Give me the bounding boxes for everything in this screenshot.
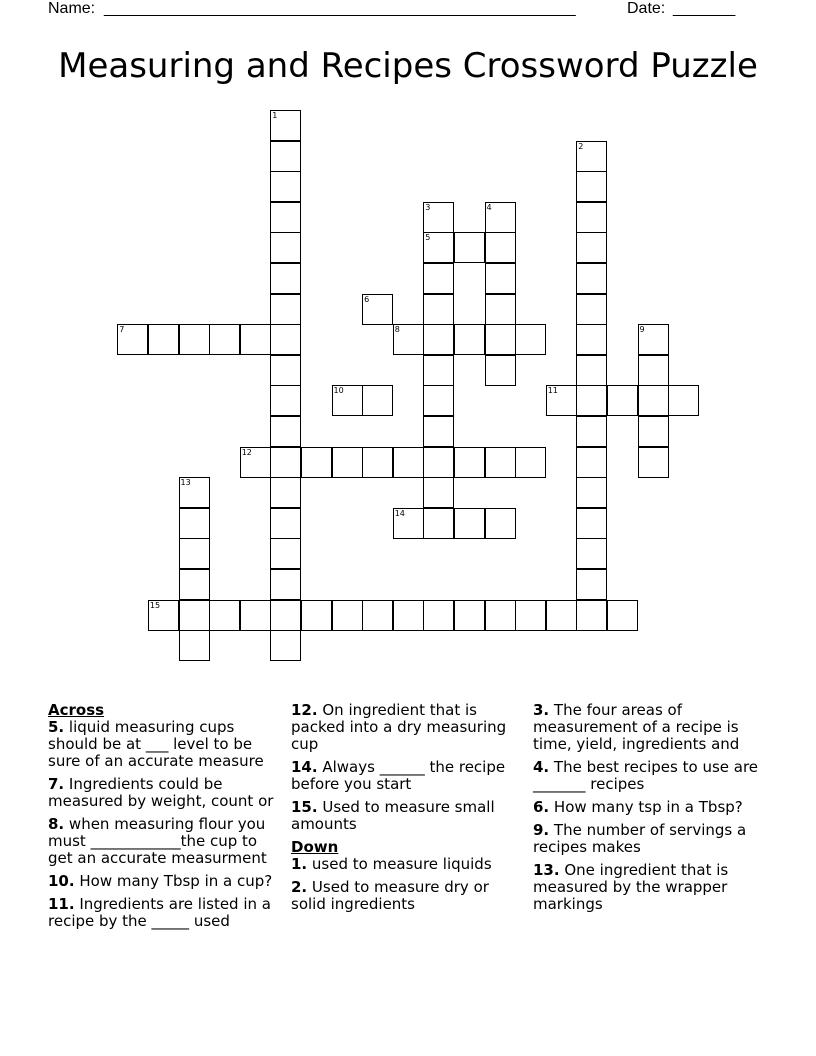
clue-num: 12.: [291, 701, 318, 719]
clue-num: 2.: [291, 878, 308, 896]
grid-cell[interactable]: [423, 232, 454, 263]
clue-text: Ingredients are listed in a recipe by the _____ used: [48, 895, 271, 930]
grid-cell[interactable]: [270, 416, 301, 447]
clue-number: 8: [394, 325, 400, 335]
clue-num: 14.: [291, 758, 318, 776]
grid-cell[interactable]: [240, 447, 271, 478]
clue-num: 5.: [48, 718, 65, 736]
grid-cell[interactable]: [362, 294, 393, 325]
grid-cell[interactable]: [270, 324, 301, 355]
grid-cell[interactable]: [270, 202, 301, 233]
clue-number: 6: [364, 294, 370, 304]
clue-num: 9.: [533, 821, 550, 839]
grid-cell[interactable]: [515, 324, 546, 355]
clue-item: [291, 879, 516, 913]
clue-column-2: [291, 702, 516, 919]
grid-cell[interactable]: [270, 477, 301, 508]
grid-cell[interactable]: [270, 447, 301, 478]
grid-cell[interactable]: [148, 324, 179, 355]
clue-text: The four areas of measurement of a recipe is time, yield, ingredients and: [533, 701, 740, 753]
grid-cell[interactable]: [393, 447, 424, 478]
clue-number: 2: [578, 141, 584, 151]
grid-cell[interactable]: [454, 232, 485, 263]
grid-cell[interactable]: [423, 294, 454, 325]
grid-cell[interactable]: [576, 385, 607, 416]
grid-cell[interactable]: [454, 508, 485, 539]
clue-text: How many tsp in a Tbsp?: [553, 798, 743, 816]
clue-number: 1: [272, 111, 278, 120]
clue-number: 14: [394, 508, 405, 518]
grid-cell[interactable]: [362, 447, 393, 478]
grid-cell[interactable]: [576, 141, 607, 172]
grid-cell[interactable]: [301, 447, 332, 478]
clue-num: 3.: [533, 701, 550, 719]
clue-number: 12: [241, 447, 252, 457]
grid-cell[interactable]: [332, 385, 363, 416]
grid-cell[interactable]: [423, 385, 454, 416]
grid-cell[interactable]: [270, 385, 301, 416]
clue-item: [48, 816, 280, 867]
grid-cell[interactable]: [270, 141, 301, 172]
clue-number: 4: [486, 202, 492, 212]
grid-cell[interactable]: [576, 232, 607, 263]
grid-cell[interactable]: [576, 477, 607, 508]
clue-text: The number of servings a recipes makes: [533, 821, 747, 856]
grid-cell[interactable]: [393, 600, 424, 631]
grid-cell[interactable]: [576, 171, 607, 202]
grid-cell[interactable]: [332, 447, 363, 478]
grid-cell[interactable]: [576, 508, 607, 539]
grid-cell[interactable]: [638, 385, 669, 416]
clue-text: Used to measure dry or solid ingredients: [291, 878, 489, 913]
grid-cell[interactable]: [423, 477, 454, 508]
grid-cell[interactable]: [546, 385, 577, 416]
clue-num: 4.: [533, 758, 550, 776]
grid-cell[interactable]: [270, 294, 301, 325]
clue-item: [533, 759, 763, 793]
clue-item: [48, 776, 280, 810]
grid-cell[interactable]: [638, 416, 669, 447]
clue-text: How many Tbsp in a cup?: [79, 872, 273, 890]
grid-cell[interactable]: [423, 263, 454, 294]
grid-cell[interactable]: [576, 263, 607, 294]
grid-cell[interactable]: [515, 447, 546, 478]
grid-cell[interactable]: [423, 508, 454, 539]
name-label: Name:: [48, 0, 96, 17]
grid-cell[interactable]: [270, 263, 301, 294]
grid-cell[interactable]: [179, 569, 210, 600]
clue-item: [48, 873, 280, 890]
grid-cell[interactable]: [117, 324, 148, 355]
grid-cell[interactable]: [393, 324, 424, 355]
grid-cell[interactable]: [485, 508, 516, 539]
grid-cell[interactable]: [485, 324, 516, 355]
grid-cell[interactable]: [576, 600, 607, 631]
clue-item: [48, 896, 280, 930]
clue-text: The best recipes to use are _______ recipes: [533, 758, 759, 793]
grid-cell[interactable]: [668, 385, 699, 416]
grid-cell[interactable]: [485, 202, 516, 233]
grid-cell[interactable]: [576, 202, 607, 233]
grid-cell[interactable]: [301, 600, 332, 631]
clue-num: 6.: [533, 798, 550, 816]
clue-item: [533, 822, 763, 856]
grid-cell[interactable]: [454, 324, 485, 355]
grid-cell[interactable]: [485, 263, 516, 294]
grid-cell[interactable]: [576, 538, 607, 569]
clue-num: 10.: [48, 872, 75, 890]
clue-text: Always ______ the recipe before you start: [291, 758, 506, 793]
grid-cell[interactable]: [270, 232, 301, 263]
grid-cell[interactable]: [607, 385, 638, 416]
clue-num: 13.: [533, 861, 560, 879]
clue-num: 1.: [291, 855, 308, 873]
grid-cell[interactable]: [270, 569, 301, 600]
clue-item: [48, 719, 280, 770]
clue-num: 11.: [48, 895, 75, 913]
grid-cell[interactable]: [485, 232, 516, 263]
grid-cell[interactable]: [485, 600, 516, 631]
grid-cell[interactable]: [332, 600, 363, 631]
clue-item: [291, 856, 516, 873]
grid-cell[interactable]: [423, 355, 454, 386]
grid-cell[interactable]: [638, 324, 669, 355]
grid-cell[interactable]: [454, 600, 485, 631]
grid-cell[interactable]: [270, 508, 301, 539]
clue-number: 3: [425, 202, 431, 212]
grid-cell[interactable]: [576, 355, 607, 386]
grid-cell[interactable]: [148, 600, 179, 631]
grid-cell[interactable]: [393, 508, 424, 539]
clue-num: 8.: [48, 815, 65, 833]
grid-cell[interactable]: [209, 600, 240, 631]
grid-cell[interactable]: [362, 385, 393, 416]
clue-item: [291, 799, 516, 833]
clue-number: 15: [149, 600, 161, 610]
grid-cell[interactable]: [576, 569, 607, 600]
clue-item: [533, 799, 763, 816]
grid-cell[interactable]: [576, 447, 607, 478]
grid-cell[interactable]: [270, 355, 301, 386]
clue-number: 13: [180, 478, 191, 488]
grid-cell[interactable]: [179, 508, 210, 539]
date-blank[interactable]: _______: [673, 0, 736, 17]
grid-cell[interactable]: [270, 630, 301, 661]
grid-cell[interactable]: [638, 447, 669, 478]
grid-cell[interactable]: [485, 447, 516, 478]
clue-text: Used to measure small amounts: [291, 798, 495, 833]
clue-text: Ingredients could be measured by weight, count or: [48, 775, 274, 810]
grid-cell[interactable]: [423, 416, 454, 447]
clue-text: when measuring flour you must ____________the cup to get an accurate measurment: [48, 815, 267, 867]
clue-column-3: [533, 702, 763, 919]
grid-cell[interactable]: [179, 600, 210, 631]
clue-text: On ingredient that is packed into a dry measuring cup: [291, 701, 507, 753]
clue-number: 10: [333, 386, 344, 396]
clue-number: 5: [425, 233, 431, 243]
clue-item: [533, 702, 763, 753]
grid-cell[interactable]: [270, 600, 301, 631]
grid-cell[interactable]: [546, 600, 577, 631]
grid-cell[interactable]: [179, 477, 210, 508]
clue-heading-across: Across: [48, 701, 105, 719]
grid-cell[interactable]: [423, 600, 454, 631]
clue-number: 7: [119, 325, 125, 335]
clue-text: One ingredient that is measured by the wrapper markings: [533, 861, 729, 913]
grid-cell[interactable]: [209, 324, 240, 355]
page-title: Measuring and Recipes Crossword Puzzle: [58, 46, 758, 86]
clue-number: 11: [547, 386, 558, 396]
name-blank[interactable]: _____________________________________________________: [104, 0, 576, 17]
grid-cell[interactable]: [179, 538, 210, 569]
grid-cell[interactable]: [485, 355, 516, 386]
clue-item: [533, 862, 763, 913]
grid-cell[interactable]: [270, 538, 301, 569]
grid-cell[interactable]: [179, 324, 210, 355]
grid-cell[interactable]: [576, 416, 607, 447]
grid-cell[interactable]: [423, 324, 454, 355]
grid-cell[interactable]: [576, 324, 607, 355]
grid-cell[interactable]: [576, 294, 607, 325]
clue-heading-down: Down: [291, 838, 339, 856]
clue-item: [291, 702, 516, 753]
grid-cell[interactable]: [515, 600, 546, 631]
clue-text: liquid measuring cups should be at ___ level to be sure of an accurate measure: [48, 718, 264, 770]
clue-number: 9: [639, 325, 645, 335]
grid-cell[interactable]: [240, 600, 271, 631]
grid-cell[interactable]: [638, 355, 669, 386]
grid-cell[interactable]: [362, 600, 393, 631]
grid-cell[interactable]: [485, 294, 516, 325]
grid-cell[interactable]: [240, 324, 271, 355]
grid-cell[interactable]: [423, 202, 454, 233]
clue-item: [291, 759, 516, 793]
grid-cell[interactable]: [270, 171, 301, 202]
clue-column-1: [48, 702, 280, 936]
clue-text: used to measure liquids: [311, 855, 492, 873]
clue-num: 7.: [48, 775, 65, 793]
grid-cell[interactable]: [607, 600, 638, 631]
clue-num: 15.: [291, 798, 318, 816]
grid-cell[interactable]: [179, 630, 210, 661]
grid-cell[interactable]: [270, 110, 301, 141]
date-label: Date:: [627, 0, 666, 17]
grid-cell[interactable]: [423, 447, 454, 478]
grid-cell[interactable]: [454, 447, 485, 478]
